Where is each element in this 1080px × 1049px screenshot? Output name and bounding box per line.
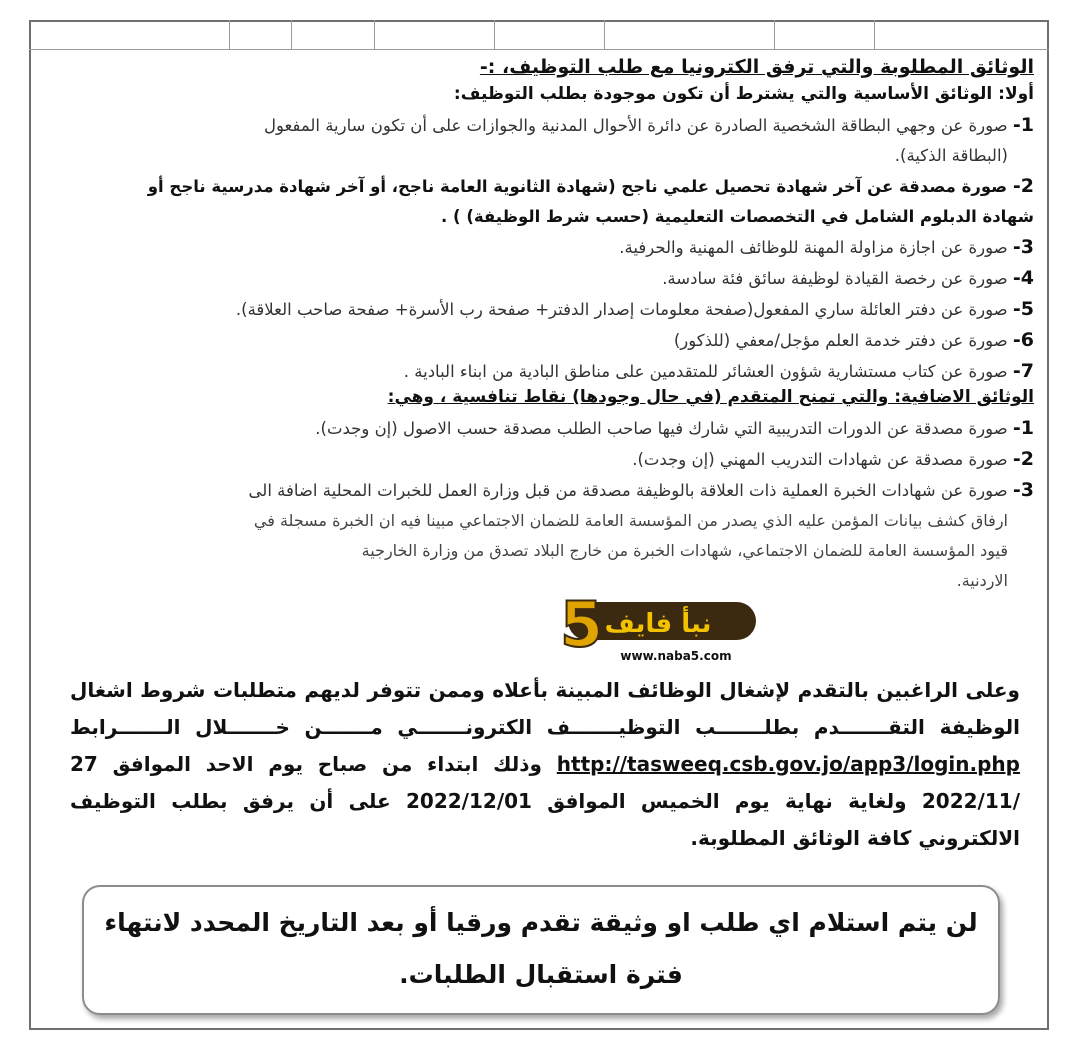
naba5-watermark-logo [548, 594, 786, 666]
watermark-url: www.naba5.com [620, 649, 732, 663]
list-item: 1- صورة مصدقة عن الدورات التدريبية التي شارك فيها صاحب الطلب مصدقة حسب الاصول (إن وجدت). [315, 417, 1034, 439]
list-item: 6- صورة عن دفتر خدمة العلم مؤجل/معفي (للذكور) [673, 329, 1034, 351]
application-text-after: وذلك ابتداء من صباح يوم الاحد الموافق 27 /2022/11 ولغاية نهاية يوم الخميس الموافق 2022/12/01 على أن يرفق بطلب التوظيف الالكتروني كافة الوثائق المطلوبة. [70, 752, 1021, 850]
basic-docs-title: أولا: الوثائق الأساسية والتي يشترط أن تكون موجودة بطلب التوظيف: [453, 84, 1034, 104]
watermark-digit: 5 [560, 594, 604, 661]
notice-text: لن يتم استلام اي طلب او وثيقة تقدم ورقيا أو بعد التاريخ المحدد لانتهاء فترة استقبال الطلبات. [104, 908, 978, 989]
documents-heading: الوثائق المطلوبة والتي ترفق الكترونيا مع طلب التوظيف، :- [479, 56, 1034, 78]
watermark-brand: نبأ فايف [604, 609, 712, 639]
list-item: 2- صورة مصدقة عن شهادات التدريب المهني (إن وجدت). [632, 448, 1034, 470]
list-item: 2- صورة مصدقة عن آخر شهادة تحصيل علمي ناجح (شهادة الثانوية العامة ناجح، أو آخر شهادة مدرسية ناجح أو [147, 175, 1034, 197]
notice-box [82, 885, 1000, 1015]
list-item: 5- صورة عن دفتر العائلة ساري المفعول(صفحة معلومات إصدار الدفتر+ صفحة رب الأسرة+ صفحة صاحب العلاقة). [235, 298, 1034, 320]
list-item-continuation: قيود المؤسسة العامة للضمان الاجتماعي، شهادات الخبرة من خارج البلاد تصدق من وزارة الخارجية [361, 541, 1008, 560]
application-link[interactable]: http://tasweeq.csb.gov.jo/app3/login.php [556, 752, 1020, 776]
application-paragraph [70, 672, 1020, 857]
list-item: 1- صورة عن وجهي البطاقة الشخصية الصادرة عن دائرة الأحوال المدنية والجوازات على أن تكون سارية المفعول [264, 114, 1034, 136]
basic-docs-list [48, 110, 1034, 387]
list-item: 3- صورة عن اجازة مزاولة المهنة للوظائف المهنية والحرفية. [619, 236, 1034, 258]
list-item-continuation: ارفاق كشف بيانات المؤمن عليه الذي يصدر من المؤسسة العامة للضمان الاجتماعي مبينا فيه ان الخبرة مسجلة في [253, 511, 1008, 530]
list-item: 4- صورة عن رخصة القيادة لوظيفة سائق فئة سادسة. [662, 267, 1034, 289]
list-item-continuation: شهادة الدبلوم الشامل في التخصصات التعليمية (حسب شرط الوظيفة) ) . [441, 207, 1034, 226]
list-item: 7- صورة عن كتاب مستشارية شؤون العشائر للمتقدمين على مناطق البادية من ابناء البادية . [403, 360, 1034, 382]
extra-docs-list [48, 413, 1034, 596]
table-remnant [29, 20, 1049, 50]
list-item: 3- صورة عن شهادات الخبرة العملية ذات العلاقة بالوظيفة مصدقة من قبل وزارة العمل للخبرات المحلية اضافة الى [248, 479, 1034, 501]
list-item-continuation: (البطاقة الذكية). [894, 146, 1008, 165]
document-body [48, 54, 1034, 596]
application-text-before: وعلى الراغبين بالتقدم لإشغال الوظائف المبينة بأعلاه وممن تتوفر لديهم متطلبات شروط اشغال الوظيفة التقـــــــدم بطلـــــــب التوظيـــــــف الكترونـــــــي مـــــــن خـــــــلال الـــــــرابط [70, 678, 1020, 739]
list-item-continuation: الاردنية. [956, 571, 1008, 590]
extra-docs-title: الوثائق الاضافية: والتي تمنح المتقدم (في حال وجودها) نقاط تنافسية ، وهي: [387, 387, 1034, 407]
